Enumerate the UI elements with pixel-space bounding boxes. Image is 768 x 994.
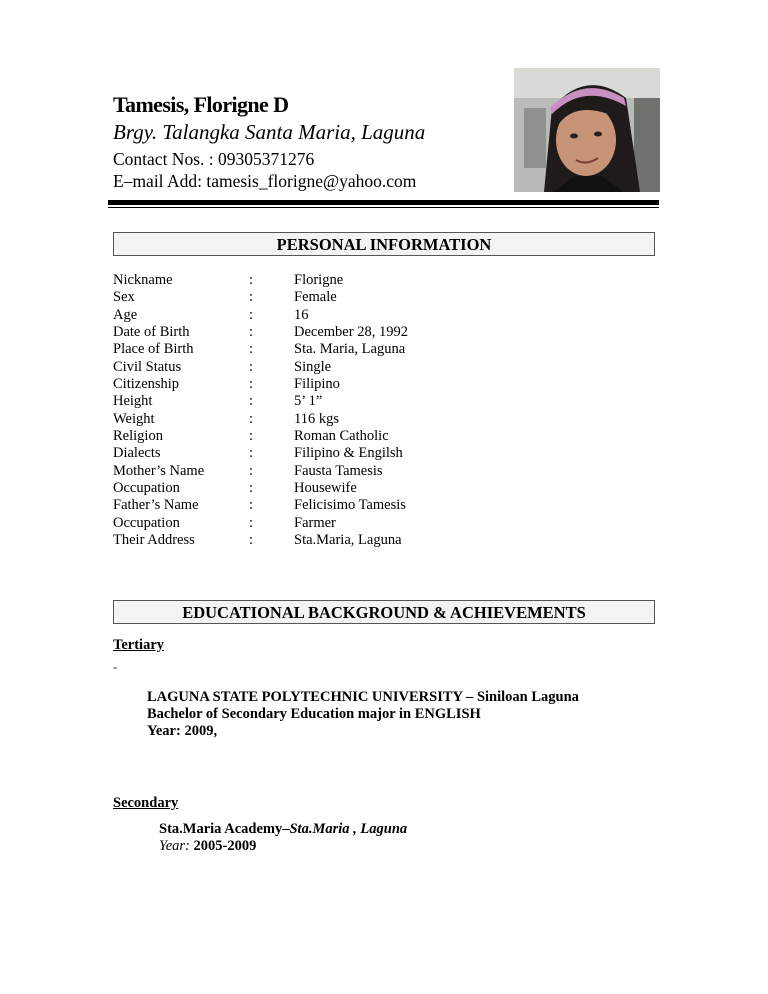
info-value: Single — [294, 358, 332, 375]
header-divider-thin — [108, 207, 659, 208]
secondary-school-name: Sta.Maria Academy — [159, 821, 283, 837]
info-label: Height — [113, 393, 153, 410]
tertiary-school: LAGUNA STATE POLYTECHNIC UNIVERSITY – Siniloan Laguna — [147, 689, 579, 705]
info-value: Sta.Maria, Laguna — [294, 532, 402, 549]
info-label: Father’s Name — [113, 497, 199, 514]
info-label: Religion — [113, 428, 163, 445]
secondary-heading: Secondary — [113, 795, 179, 811]
info-label: Place of Birth — [113, 341, 194, 358]
info-value: Farmer — [294, 514, 336, 531]
info-separator: : — [249, 358, 254, 375]
info-label: Their Address — [113, 532, 195, 549]
info-separator: : — [249, 480, 254, 497]
info-label: Civil Status — [113, 358, 182, 375]
info-value: Fausta Tamesis — [294, 462, 383, 479]
secondary-school-location: Sta.Maria — [289, 821, 350, 837]
info-separator: : — [249, 306, 254, 323]
applicant-address: Brgy. Talangka Santa Maria, Laguna — [113, 120, 426, 144]
tertiary-heading: Tertiary — [113, 637, 165, 653]
info-value: December 28, 1992 — [294, 324, 408, 341]
tertiary-dash: - — [113, 660, 117, 674]
info-label: Nickname — [113, 272, 173, 288]
info-separator: : — [249, 445, 254, 462]
education-heading: EDUCATIONAL BACKGROUND & ACHIEVEMENTS — [113, 600, 655, 624]
tertiary-degree: Bachelor of Secondary Education major in ENGLISH — [147, 706, 481, 722]
info-label: Weight — [113, 410, 155, 427]
portrait-image — [514, 68, 660, 192]
secondary-year-value: 2005-2009 — [193, 838, 257, 854]
info-value: Florigne — [294, 272, 344, 288]
info-label: Citizenship — [113, 376, 180, 393]
email-address: E–mail Add: tamesis_florigne@yahoo.com — [113, 171, 417, 191]
info-separator: : — [249, 393, 254, 410]
info-value: Filipino — [294, 376, 340, 393]
info-label: Date of Birth — [113, 324, 190, 341]
header-divider-thick — [108, 200, 659, 205]
info-separator: : — [249, 341, 254, 358]
info-value: Roman Catholic — [294, 428, 389, 445]
info-value: 5’ 1” — [294, 393, 323, 410]
profile-photo — [514, 68, 660, 192]
info-separator: : — [249, 410, 254, 427]
info-value: Felicisimo Tamesis — [294, 497, 406, 514]
info-separator: : — [249, 532, 254, 549]
info-label: Dialects — [113, 445, 161, 462]
info-separator: : — [249, 428, 254, 445]
secondary-year — [159, 838, 256, 855]
info-label: Occupation — [113, 480, 180, 497]
info-separator: : — [249, 497, 254, 514]
info-label: Sex — [113, 289, 135, 306]
info-value: Housewife — [294, 480, 357, 497]
info-separator: : — [249, 514, 254, 531]
info-separator: : — [249, 376, 254, 393]
info-value: 16 — [294, 306, 309, 323]
info-separator: : — [249, 289, 254, 306]
applicant-name: Tamesis, Florigne D — [113, 92, 289, 117]
info-value: Sta. Maria, Laguna — [294, 341, 406, 358]
secondary-school-suffix: , Laguna — [349, 821, 408, 837]
personal-info-heading: PERSONAL INFORMATION — [113, 232, 655, 256]
secondary-school — [159, 821, 407, 838]
contact-numbers: Contact Nos. : 09305371276 — [113, 149, 315, 169]
info-value: 116 kgs — [294, 410, 339, 427]
secondary-school-dash: – — [282, 821, 290, 837]
info-value: Filipino & Engilsh — [294, 445, 403, 462]
info-separator: : — [249, 324, 254, 341]
info-separator: : — [249, 272, 254, 288]
info-label: Occupation — [113, 514, 180, 531]
tertiary-year: Year: 2009, — [147, 723, 218, 739]
info-label: Age — [113, 306, 138, 323]
info-separator: : — [249, 462, 254, 479]
info-value: Female — [294, 289, 337, 306]
secondary-year-label: Year: — [159, 838, 190, 854]
info-label: Mother’s Name — [113, 462, 205, 479]
